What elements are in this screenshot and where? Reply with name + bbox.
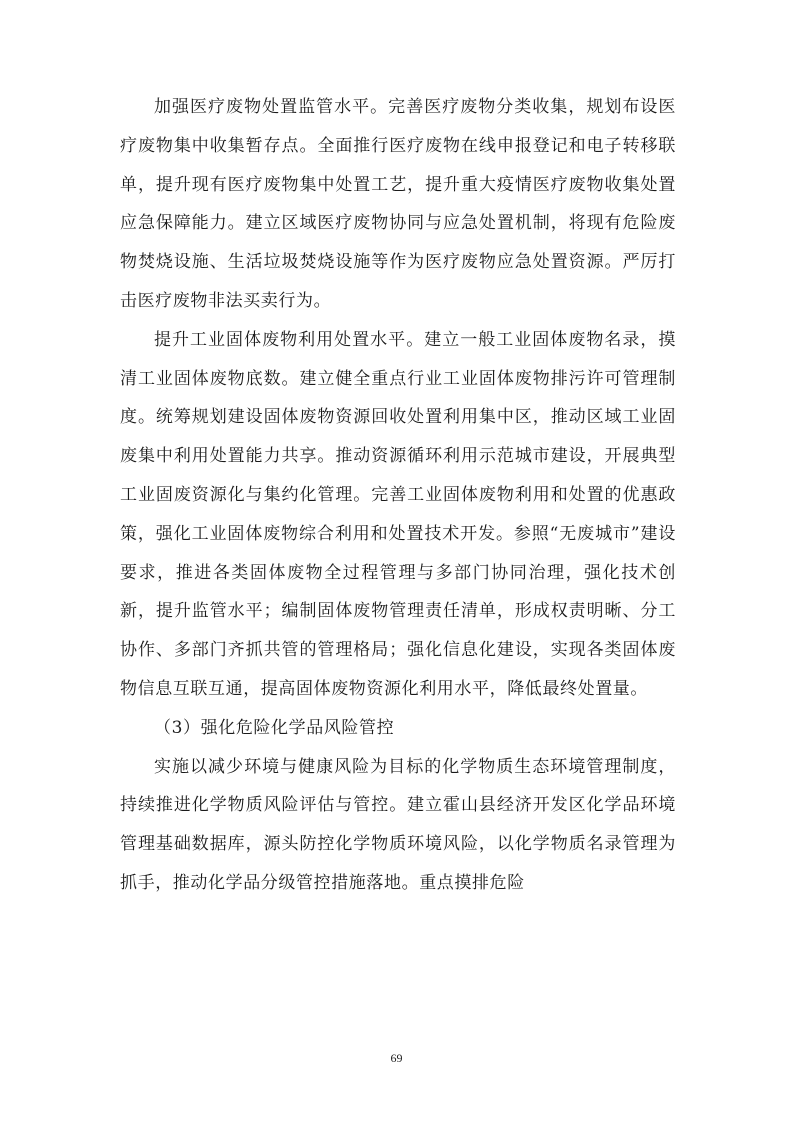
paragraph-medical-waste: 加强医疗废物处置监管水平。完善医疗废物分类收集，规划布设医疗废物集中收集暂存点。全面推行医疗废物在线申报登记和电子转移联单，提升现有医疗废物集中处置工艺，提升重大疫情医疗废物收集处置应急保障能力。建立区域医疗废物协同与应急处置机制，将现有危险废物焚烧设施、生活垃圾焚烧设施等作为医疗废物应急处置资源。严厉打击医疗废物非法买卖行为。 xyxy=(120,97,676,311)
paragraph-industrial-waste: 提升工业固体废物利用处置水平。建立一般工业固体废物名录，摸清工业固体废物底数。建立健全重点行业工业固体废物排污许可管理制度。统筹规划建设固体废物资源回收处置利用集中区，推动区域工业固废集中利用处置能力共享。推动资源循环利用示范城市建设，开展典型工业固废资源化与集约化管理。完善工业固体废物利用和处置的优惠政策，强化工业固体废物综合利用和处置技术开发。参照“无废城市”建设要求，推进各类固体废物全过程管理与多部门协同治理，强化技术创新，提升监管水平；编制固体废物管理责任清单，形成权责明晰、分工协作、多部门齐抓共管的管理格局；强化信息化建设，实现各类固体废物信息互联互通，提高固体废物资源化利用水平，降低最终处置量。 xyxy=(120,329,676,699)
body-text xyxy=(120,88,676,903)
paragraph-chemical-risk: 实施以减少环境与健康风险为目标的化学物质生态环境管理制度，持续推进化学物质风险评估与管控。建立霍山县经济开发区化学品环境管理基础数据库，源头防控化学物质环境风险，以化学物质名录管理为抓手，推动化学品分级管控措施落地。重点摸排危险 xyxy=(120,756,676,893)
page-number: 69 xyxy=(390,1051,403,1065)
section-heading: （3）强化危险化学品风险管控 xyxy=(154,717,395,738)
